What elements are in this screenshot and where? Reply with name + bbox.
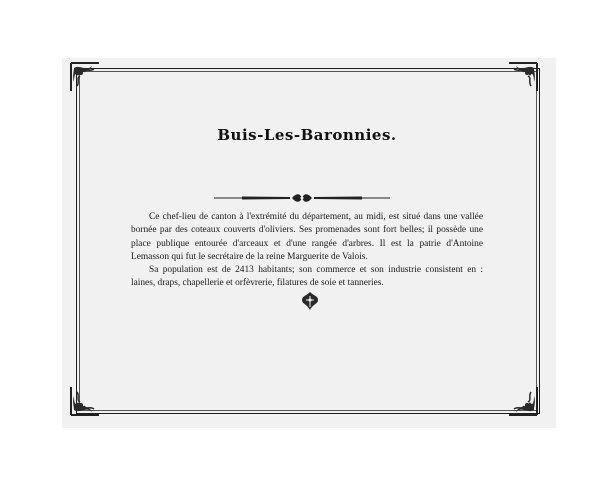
corner-ornament-top-left [68,60,102,94]
corner-ornament-bottom-left [68,384,102,418]
page-title: Buis-Les-Baronnies. [217,126,397,144]
fleuron-ornament [300,290,320,312]
decorative-rule [212,191,392,205]
paragraph-description: Ce chef-lieu de canton à l'extrémité du département, au midi, est situé dans une vallée bornée par des coteaux couverts d'oliviers. Ses promenades sont fort belles; il possède une place publique entourée d'arceaux et d'une rangée d'arbres. Il est la patrie d'Antoine Lemasson qui fut le secrétaire de la reine Marguerite de Valois. [131,212,483,262]
corner-ornament-top-right [506,60,540,94]
description-text [131,211,483,291]
corner-ornament-bottom-right [506,384,540,418]
paragraph-population: Sa population est de 2413 habitants; son commerce et son industrie consistent en : laines, draps, chapellerie et orfèvrerie, filatures de soie et tanneries. [131,265,483,289]
